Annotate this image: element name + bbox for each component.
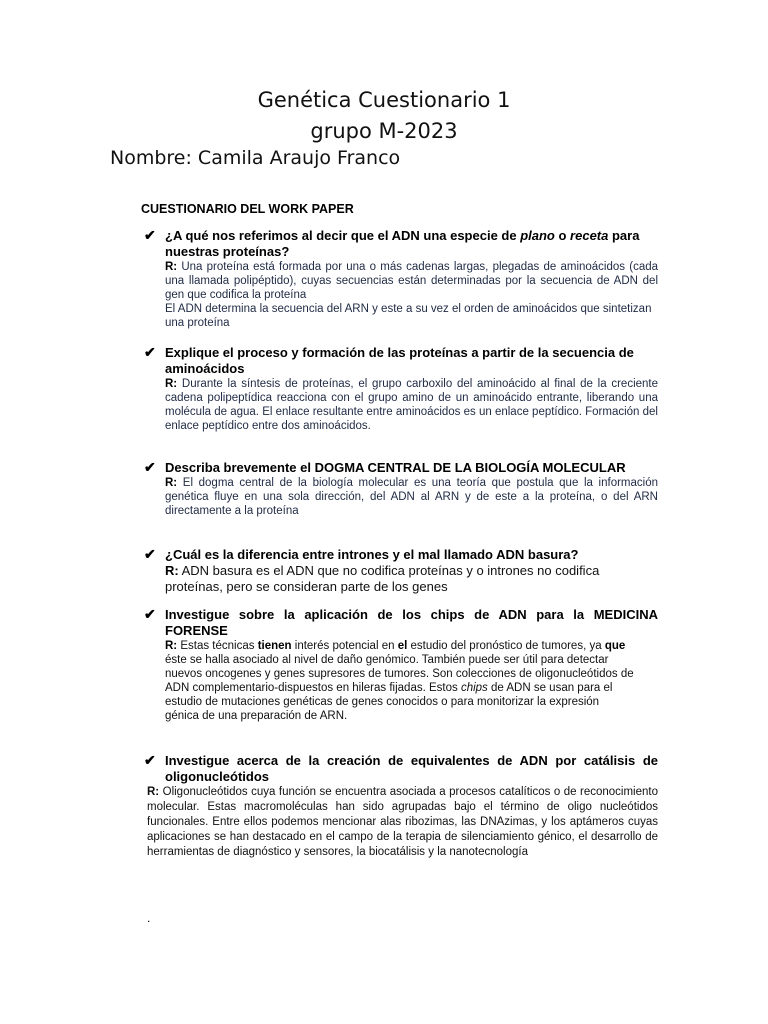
document-title-line1: Genética Cuestionario 1	[257, 88, 511, 112]
student-name: Nombre: Camila Araujo Franco	[110, 147, 401, 169]
question-5-text: Investigue sobre la aplicación de los chips de ADN para la MEDICINA FORENSE	[165, 607, 658, 638]
check-icon: ✔	[144, 459, 156, 475]
answer-1: R: Una proteína está formada por una o más cadenas largas, plegadas de aminoácidos (cada una llamada polipéptido), cuyas secuencias están determinadas por la secuencia de ADN del gen que codifica la proteína	[165, 261, 659, 301]
check-icon: ✔	[144, 606, 156, 622]
answer-2: R: Durante la síntesis de proteínas, el grupo carboxilo del aminoácido al final de la creciente cadena polipeptídica reacciona con el grupo amino de un aminoácido entrante, liberando una molécula de agua. El enlace resultante entre aminoácidos es un enlace peptídico. Formación del enlace peptídico entre dos aminoácidos.	[165, 378, 659, 432]
document-title-line2: grupo M-2023	[310, 119, 458, 143]
question-3	[144, 460, 658, 518]
question-2	[144, 345, 658, 433]
question-1-text: ¿A qué nos referimos al decir que el ADN una especie de plano o receta para nuestras proteínas?	[165, 228, 640, 259]
question-1	[144, 228, 658, 330]
section-heading: CUESTIONARIO DEL WORK PAPER	[141, 202, 354, 216]
answer-5: R: Estas técnicas tienen interés potencial en el estudio del pronóstico de tumores, ya que éste se halla asociado al nivel de daño genómico. También puede ser útil para detectar nuevos oncogenes y genes supresores de tumores. Son colecciones de oligonucleótidos de ADN complementario-dispuestos en hileras fijadas. Estos chips de ADN se usan para el estudio de mutaciones genéticas de genes conocidos o para monitorizar la expresión génica de una preparación de ARN.	[165, 640, 634, 722]
trailing-dot: .	[147, 911, 151, 925]
check-icon: ✔	[144, 546, 156, 562]
answer-3: R: El dogma central de la biología molecular es una teoría que postula que la información genética fluye en una sola dirección, del ADN al ARN y de este a la proteína, o del ARN directamente a la proteína	[165, 477, 658, 517]
answer-6: R: Oligonucleótidos cuya función se encuentra asociada a procesos catalíticos o de reconocimiento molecular. Estas macromoléculas han sido agrupadas bajo el término de oligo nucleótidos funcionales. Entre ellos podemos mencionar alas ribozimas, las DNAzimas, y los aptámeros cuyas aplicaciones se han destacado en el campo de la terapia de silenciamiento génico, el desarrollo de herramientas de diagnóstico y sensores, la biocatálisis y la nanotecnología	[147, 786, 658, 858]
question-4	[144, 547, 658, 595]
question-6	[144, 753, 658, 785]
check-icon: ✔	[144, 344, 156, 360]
check-icon: ✔	[144, 752, 156, 768]
question-2-text: Explique el proceso y formación de las proteínas a partir de la secuencia de aminoácidos	[165, 345, 634, 376]
answer-1-continued: El ADN determina la secuencia del ARN y este a su vez el orden de aminoácidos que sintetizan una proteína	[165, 303, 652, 329]
check-icon: ✔	[144, 227, 156, 243]
question-5	[144, 607, 658, 723]
answer-4: R: ADN basura es el ADN que no codifica proteínas y o intrones no codifica proteínas, pero se consideran parte de los genes	[165, 563, 600, 594]
question-4-text: ¿Cuál es la diferencia entre intrones y el mal llamado ADN basura?	[165, 547, 579, 562]
question-3-text: Describa brevemente el DOGMA CENTRAL DE LA BIOLOGÍA MOLECULAR	[165, 460, 626, 475]
question-6-text: Investigue acerca de la creación de equivalentes de ADN por catálisis de oligonucleótidos	[165, 753, 658, 784]
